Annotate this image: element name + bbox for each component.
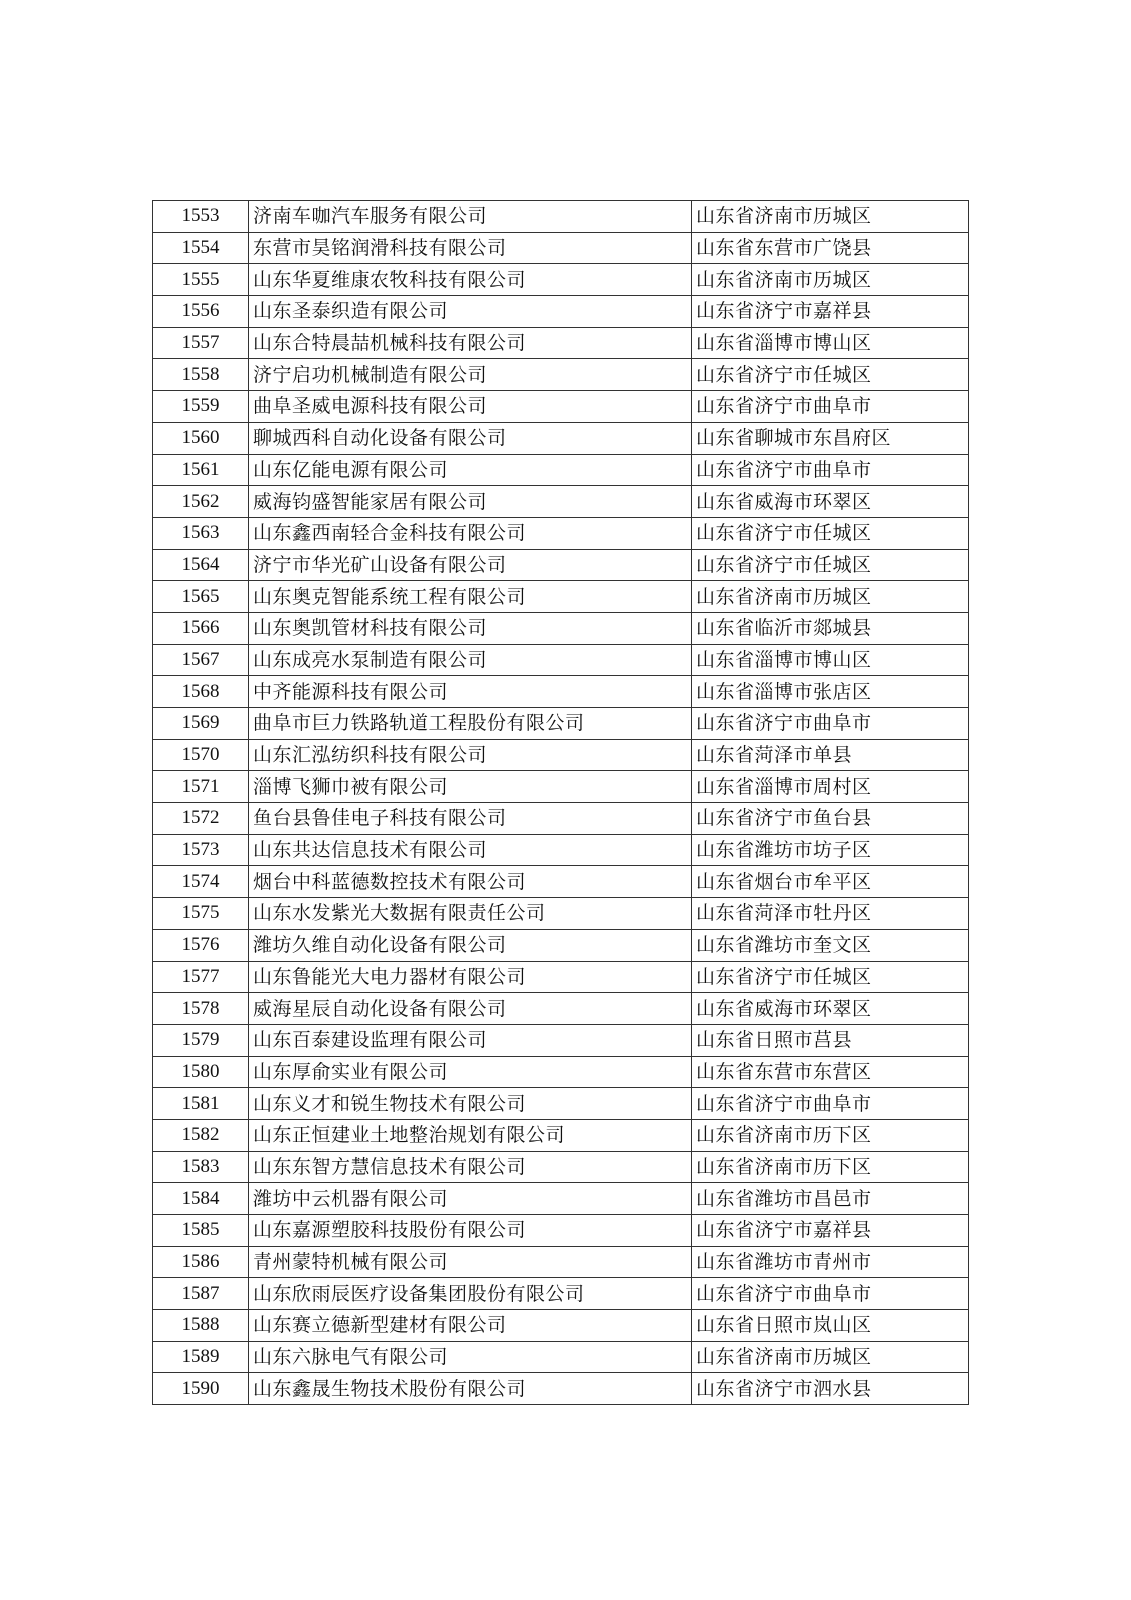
company-list-table xyxy=(152,200,969,1405)
table-row xyxy=(153,1119,969,1151)
table-row xyxy=(153,517,969,549)
company-name-cell: 山东欣雨辰医疗设备集团股份有限公司 xyxy=(249,1278,692,1310)
table-row xyxy=(153,1341,969,1373)
company-name-cell: 山东合特晨喆机械科技有限公司 xyxy=(249,327,692,359)
table-row xyxy=(153,708,969,740)
table-row xyxy=(153,834,969,866)
table-row xyxy=(153,1151,969,1183)
company-name-cell: 山东百泰建设监理有限公司 xyxy=(249,1024,692,1056)
row-number-cell: 1557 xyxy=(153,327,249,359)
location-cell: 山东省菏泽市单县 xyxy=(692,739,969,771)
location-cell: 山东省淄博市张店区 xyxy=(692,676,969,708)
table-row xyxy=(153,391,969,423)
location-cell: 山东省淄博市博山区 xyxy=(692,644,969,676)
table-row xyxy=(153,612,969,644)
row-number-cell: 1573 xyxy=(153,834,249,866)
company-name-cell: 山东鲁能光大电力器材有限公司 xyxy=(249,961,692,993)
company-name-cell: 山东鑫晟生物技术股份有限公司 xyxy=(249,1373,692,1405)
row-number-cell: 1588 xyxy=(153,1310,249,1342)
location-cell: 山东省济南市历下区 xyxy=(692,1151,969,1183)
table-row xyxy=(153,866,969,898)
company-name-cell: 聊城西科自动化设备有限公司 xyxy=(249,422,692,454)
table-row xyxy=(153,898,969,930)
company-name-cell: 曲阜市巨力铁路轨道工程股份有限公司 xyxy=(249,708,692,740)
location-cell: 山东省潍坊市昌邑市 xyxy=(692,1183,969,1215)
row-number-cell: 1586 xyxy=(153,1246,249,1278)
row-number-cell: 1574 xyxy=(153,866,249,898)
location-cell: 山东省济南市历城区 xyxy=(692,264,969,296)
company-name-cell: 济宁市华光矿山设备有限公司 xyxy=(249,549,692,581)
location-cell: 山东省济宁市嘉祥县 xyxy=(692,1215,969,1247)
company-name-cell: 山东华夏维康农牧科技有限公司 xyxy=(249,264,692,296)
row-number-cell: 1558 xyxy=(153,359,249,391)
location-cell: 山东省济宁市曲阜市 xyxy=(692,454,969,486)
row-number-cell: 1562 xyxy=(153,486,249,518)
location-cell: 山东省济南市历城区 xyxy=(692,581,969,613)
table-row xyxy=(153,1024,969,1056)
row-number-cell: 1576 xyxy=(153,929,249,961)
location-cell: 山东省聊城市东昌府区 xyxy=(692,422,969,454)
row-number-cell: 1556 xyxy=(153,296,249,328)
location-cell: 山东省济宁市泗水县 xyxy=(692,1373,969,1405)
location-cell: 山东省威海市环翠区 xyxy=(692,993,969,1025)
company-name-cell: 淄博飞狮巾被有限公司 xyxy=(249,771,692,803)
location-cell: 山东省烟台市牟平区 xyxy=(692,866,969,898)
row-number-cell: 1577 xyxy=(153,961,249,993)
company-name-cell: 山东厚俞实业有限公司 xyxy=(249,1056,692,1088)
row-number-cell: 1585 xyxy=(153,1215,249,1247)
company-name-cell: 烟台中科蓝德数控技术有限公司 xyxy=(249,866,692,898)
location-cell: 山东省济宁市任城区 xyxy=(692,549,969,581)
company-name-cell: 山东汇泓纺织科技有限公司 xyxy=(249,739,692,771)
company-name-cell: 威海星辰自动化设备有限公司 xyxy=(249,993,692,1025)
location-cell: 山东省淄博市博山区 xyxy=(692,327,969,359)
row-number-cell: 1564 xyxy=(153,549,249,581)
row-number-cell: 1567 xyxy=(153,644,249,676)
table-row xyxy=(153,644,969,676)
table-row xyxy=(153,771,969,803)
company-name-cell: 山东鑫西南轻合金科技有限公司 xyxy=(249,517,692,549)
row-number-cell: 1582 xyxy=(153,1119,249,1151)
row-number-cell: 1589 xyxy=(153,1341,249,1373)
company-name-cell: 山东义才和锐生物技术有限公司 xyxy=(249,1088,692,1120)
table-row xyxy=(153,359,969,391)
row-number-cell: 1570 xyxy=(153,739,249,771)
location-cell: 山东省济宁市嘉祥县 xyxy=(692,296,969,328)
row-number-cell: 1553 xyxy=(153,201,249,233)
location-cell: 山东省济宁市鱼台县 xyxy=(692,803,969,835)
table-row xyxy=(153,549,969,581)
company-list-body xyxy=(153,201,969,1405)
table-row xyxy=(153,454,969,486)
company-name-cell: 山东亿能电源有限公司 xyxy=(249,454,692,486)
table-row xyxy=(153,232,969,264)
row-number-cell: 1561 xyxy=(153,454,249,486)
company-name-cell: 山东东智方慧信息技术有限公司 xyxy=(249,1151,692,1183)
company-name-cell: 济南车咖汽车服务有限公司 xyxy=(249,201,692,233)
table-row xyxy=(153,929,969,961)
table-row xyxy=(153,961,969,993)
company-name-cell: 威海钧盛智能家居有限公司 xyxy=(249,486,692,518)
location-cell: 山东省潍坊市坊子区 xyxy=(692,834,969,866)
location-cell: 山东省东营市东营区 xyxy=(692,1056,969,1088)
row-number-cell: 1554 xyxy=(153,232,249,264)
row-number-cell: 1581 xyxy=(153,1088,249,1120)
row-number-cell: 1555 xyxy=(153,264,249,296)
row-number-cell: 1579 xyxy=(153,1024,249,1056)
location-cell: 山东省济宁市任城区 xyxy=(692,961,969,993)
row-number-cell: 1583 xyxy=(153,1151,249,1183)
company-name-cell: 鱼台县鲁佳电子科技有限公司 xyxy=(249,803,692,835)
company-name-cell: 潍坊中云机器有限公司 xyxy=(249,1183,692,1215)
table-row xyxy=(153,1056,969,1088)
table-row xyxy=(153,803,969,835)
company-name-cell: 青州蒙特机械有限公司 xyxy=(249,1246,692,1278)
row-number-cell: 1569 xyxy=(153,708,249,740)
row-number-cell: 1575 xyxy=(153,898,249,930)
location-cell: 山东省潍坊市奎文区 xyxy=(692,929,969,961)
row-number-cell: 1571 xyxy=(153,771,249,803)
row-number-cell: 1559 xyxy=(153,391,249,423)
company-name-cell: 山东赛立德新型建材有限公司 xyxy=(249,1310,692,1342)
row-number-cell: 1560 xyxy=(153,422,249,454)
location-cell: 山东省威海市环翠区 xyxy=(692,486,969,518)
table-row xyxy=(153,1373,969,1405)
table-row xyxy=(153,327,969,359)
table-row xyxy=(153,486,969,518)
company-name-cell: 山东圣泰织造有限公司 xyxy=(249,296,692,328)
location-cell: 山东省临沂市郯城县 xyxy=(692,612,969,644)
row-number-cell: 1587 xyxy=(153,1278,249,1310)
company-name-cell: 山东正恒建业土地整治规划有限公司 xyxy=(249,1119,692,1151)
company-name-cell: 山东奥凯管材科技有限公司 xyxy=(249,612,692,644)
company-name-cell: 济宁启功机械制造有限公司 xyxy=(249,359,692,391)
location-cell: 山东省济南市历下区 xyxy=(692,1119,969,1151)
company-name-cell: 中齐能源科技有限公司 xyxy=(249,676,692,708)
table-row xyxy=(153,422,969,454)
row-number-cell: 1563 xyxy=(153,517,249,549)
table-row xyxy=(153,993,969,1025)
table-row xyxy=(153,201,969,233)
row-number-cell: 1572 xyxy=(153,803,249,835)
table-row xyxy=(153,1246,969,1278)
table-row xyxy=(153,296,969,328)
location-cell: 山东省日照市莒县 xyxy=(692,1024,969,1056)
table-row xyxy=(153,1310,969,1342)
company-name-cell: 曲阜圣威电源科技有限公司 xyxy=(249,391,692,423)
location-cell: 山东省济宁市任城区 xyxy=(692,517,969,549)
company-name-cell: 潍坊久维自动化设备有限公司 xyxy=(249,929,692,961)
location-cell: 山东省济南市历城区 xyxy=(692,201,969,233)
company-name-cell: 山东成亮水泵制造有限公司 xyxy=(249,644,692,676)
table-row xyxy=(153,739,969,771)
location-cell: 山东省济宁市曲阜市 xyxy=(692,1278,969,1310)
location-cell: 山东省济宁市任城区 xyxy=(692,359,969,391)
table-row xyxy=(153,676,969,708)
row-number-cell: 1580 xyxy=(153,1056,249,1088)
company-name-cell: 山东共达信息技术有限公司 xyxy=(249,834,692,866)
table-row xyxy=(153,1278,969,1310)
location-cell: 山东省济宁市曲阜市 xyxy=(692,708,969,740)
table-row xyxy=(153,1215,969,1247)
row-number-cell: 1565 xyxy=(153,581,249,613)
company-name-cell: 山东六脉电气有限公司 xyxy=(249,1341,692,1373)
row-number-cell: 1566 xyxy=(153,612,249,644)
location-cell: 山东省济宁市曲阜市 xyxy=(692,1088,969,1120)
row-number-cell: 1568 xyxy=(153,676,249,708)
company-name-cell: 东营市昊铭润滑科技有限公司 xyxy=(249,232,692,264)
location-cell: 山东省济南市历城区 xyxy=(692,1341,969,1373)
table-row xyxy=(153,1088,969,1120)
location-cell: 山东省东营市广饶县 xyxy=(692,232,969,264)
company-name-cell: 山东水发紫光大数据有限责任公司 xyxy=(249,898,692,930)
row-number-cell: 1584 xyxy=(153,1183,249,1215)
row-number-cell: 1578 xyxy=(153,993,249,1025)
company-name-cell: 山东奥克智能系统工程有限公司 xyxy=(249,581,692,613)
company-name-cell: 山东嘉源塑胶科技股份有限公司 xyxy=(249,1215,692,1247)
location-cell: 山东省淄博市周村区 xyxy=(692,771,969,803)
table-row xyxy=(153,264,969,296)
location-cell: 山东省菏泽市牡丹区 xyxy=(692,898,969,930)
row-number-cell: 1590 xyxy=(153,1373,249,1405)
location-cell: 山东省济宁市曲阜市 xyxy=(692,391,969,423)
table-row xyxy=(153,581,969,613)
location-cell: 山东省日照市岚山区 xyxy=(692,1310,969,1342)
location-cell: 山东省潍坊市青州市 xyxy=(692,1246,969,1278)
table-row xyxy=(153,1183,969,1215)
